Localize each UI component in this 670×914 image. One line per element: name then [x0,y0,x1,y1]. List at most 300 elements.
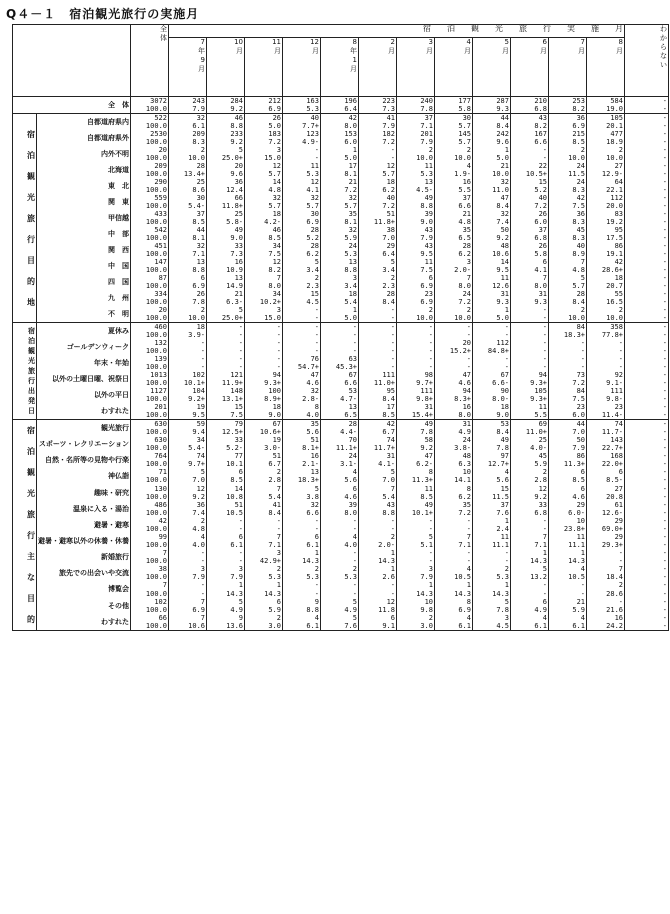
table-cell: 100.0 [131,298,169,306]
table-cell: 29 [587,517,625,525]
row-label: 関 西 [37,242,131,258]
table-cell: 3 [245,549,283,557]
table-cell: 7.2 [511,202,549,210]
table-cell: - [321,549,359,557]
table-cell: - [359,306,397,314]
table-cell: 102 [169,371,207,379]
table-cell: 7 [549,258,587,266]
table-cell: 2 [549,306,587,314]
table-cell: 95 [359,387,397,395]
table-cell: - [625,347,669,355]
header-month: 2月 [359,38,397,97]
table-cell: 2.1- [283,460,321,468]
table-cell: 14.3 [207,590,245,598]
table-row [13,452,669,460]
table-cell: 1 [359,549,397,557]
table-cell: - [625,379,669,387]
table-cell: 7.1 [511,541,549,549]
table-cell: 287 [473,97,511,106]
table-cell: 19 [245,436,283,444]
table-cell: 11.7+ [359,444,397,452]
table-cell: 8 [283,403,321,411]
row-label: 温泉に入る・湯治 [37,501,131,517]
table-cell: 7 [359,484,397,492]
table-cell: 8.4 [549,298,587,306]
table-cell: 3072 [131,97,169,106]
table-cell: 28.6+ [587,266,625,274]
table-cell: 9.8- [587,395,625,403]
row-label: 不 明 [37,306,131,323]
table-cell: - [169,347,207,355]
table-cell: 7.2 [321,186,359,194]
table-cell: 12.9- [587,170,625,178]
table-cell: - [511,517,549,525]
table-cell: 102 [131,598,169,606]
table-cell: - [169,549,207,557]
table-cell: 4 [283,614,321,622]
table-cell: 9.0 [245,411,283,420]
table-cell: 11 [283,162,321,170]
table-cell: 8.8 [169,266,207,274]
table-cell: 18.9 [587,138,625,146]
table-cell: 111 [359,371,397,379]
table-cell: - [625,298,669,306]
table-cell: - [283,581,321,589]
table-cell: - [245,525,283,533]
table-cell: 9.7+ [397,379,435,387]
table-cell: 5.6 [473,476,511,484]
table-cell: 8.5 [359,411,397,420]
table-cell: 6.0 [549,411,587,420]
table-cell: - [625,105,669,114]
table-cell: 42 [549,194,587,202]
table-cell: - [321,517,359,525]
table-cell: 9.0 [207,234,245,242]
table-cell: - [473,331,511,339]
header-total: 全体 [131,25,169,97]
row-label: 新婚旅行 [37,549,131,565]
header-month: 8年1月 [321,38,359,97]
table-cell: 1 [359,565,397,573]
table-cell: 7.2 [359,138,397,146]
table-cell: - [625,138,669,146]
table-cell: 20 [131,306,169,314]
table-cell: - [511,146,549,154]
table-cell: 23 [587,403,625,411]
table-cell: 6.2 [283,250,321,258]
table-cell: 177 [435,97,473,106]
table-cell: 46 [207,114,245,123]
table-cell: 3.8- [435,444,473,452]
table-cell: - [625,614,669,622]
table-cell: 6.2 [359,186,397,194]
table-cell: 11.1 [549,541,587,549]
table-cell: 25.0+ [207,154,245,162]
table-cell: 33 [207,242,245,250]
table-cell: 4.5 [473,622,511,631]
table-cell: 7.8 [397,105,435,114]
table-cell: - [549,339,587,347]
table-cell: 43 [511,114,549,123]
table-cell: 2.4 [473,525,511,533]
table-cell: 8.4 [473,202,511,210]
table-cell: - [283,339,321,347]
table-cell: 12.6 [473,282,511,290]
table-cell: 100.0 [131,266,169,274]
table-cell: - [625,557,669,565]
table-cell: 21 [207,290,245,298]
table-cell: - [511,154,549,162]
table-cell: 215 [549,130,587,138]
table-cell: 55 [587,290,625,298]
table-cell: 6 [283,533,321,541]
table-cell: 3.0- [245,444,283,452]
row-label: その他 [37,598,131,614]
table-cell: 7.9 [169,105,207,114]
table-cell: 5 [321,598,359,606]
table-row [13,484,669,492]
table-cell: - [549,355,587,363]
table-cell: 33 [207,436,245,444]
table-cell: 10.1+ [397,509,435,517]
table-cell: 9.2 [511,493,549,501]
table-cell: - [625,411,669,420]
table-cell: 77.8+ [587,331,625,339]
table-cell: 5.2 [283,234,321,242]
table-cell: 37 [511,226,549,234]
table-cell: 11 [473,533,511,541]
row-label: わすれた [37,614,131,631]
table-cell: 100 [245,387,283,395]
table-cell: 7 [131,581,169,589]
table-cell: 6.1 [207,541,245,549]
table-cell: 1 [511,549,549,557]
table-cell: 5.9 [549,606,587,614]
table-cell: - [435,525,473,533]
table-cell: 8.5 [245,234,283,242]
table-cell: - [245,363,283,371]
table-cell: 7.2 [549,379,587,387]
table-cell: 7.1 [245,541,283,549]
table-cell: - [169,355,207,363]
table-cell: 14.9 [207,282,245,290]
row-label: 博覧会 [37,581,131,597]
table-row [13,501,669,509]
row-label: 中 部 [37,226,131,242]
table-cell: 9.1 [359,622,397,631]
table-cell: 6.9 [169,606,207,614]
table-cell: - [625,170,669,178]
table-cell: 100.0 [131,606,169,614]
table-cell: 15.2+ [435,347,473,355]
table-cell: - [511,363,549,371]
table-cell: 100.0 [131,573,169,581]
table-cell: 28 [435,242,473,250]
table-cell: - [397,355,435,363]
table-cell: 7 [511,274,549,282]
table-cell: 21 [473,162,511,170]
table-cell: 7.5 [397,266,435,274]
row-label: 旅先での出会いや交流 [37,565,131,581]
table-cell: 84 [549,387,587,395]
table-cell: 2 [169,517,207,525]
table-cell: 4.1 [511,266,549,274]
table-cell: 6 [549,484,587,492]
table-cell: 87 [131,274,169,282]
header-blank [13,25,131,97]
table-cell: 22.1 [587,186,625,194]
table-cell: - [625,114,669,123]
header-unknown: わからない [625,25,669,97]
row-label: 神仏詣 [37,468,131,484]
table-cell: - [397,549,435,557]
table-cell: 45 [549,226,587,234]
table-cell: 223 [359,97,397,106]
table-cell: 6.9 [283,218,321,226]
table-cell: - [625,226,669,234]
table-cell: 18 [169,323,207,332]
table-cell: 1 [549,549,587,557]
table-row [13,614,669,622]
table-cell: 46 [245,226,283,234]
table-cell: 4 [549,614,587,622]
table-cell: 6.3 [435,460,473,468]
table-row [13,598,669,606]
table-cell: 77 [207,452,245,460]
table-cell: 12 [245,258,283,266]
table-cell: - [587,363,625,371]
table-cell: 74 [587,420,625,429]
table-cell: 100.0 [131,122,169,130]
table-cell: 43 [359,501,397,509]
table-cell: - [283,146,321,154]
table-cell: 16 [207,258,245,266]
table-cell: 7.6 [321,622,359,631]
table-cell: 9.5 [397,250,435,258]
table-cell: 100.0 [131,234,169,242]
table-cell: - [207,355,245,363]
table-cell: 8.4 [245,509,283,517]
table-cell: 31 [397,403,435,411]
table-cell: 8.0 [511,282,549,290]
table-cell: 7.9 [397,573,435,581]
table-cell: 100.0 [131,363,169,371]
table-cell: - [625,387,669,395]
table-cell: 19.1 [587,250,625,258]
table-cell: 201 [131,403,169,411]
table-cell: 8.4 [359,298,397,306]
table-row [13,420,669,429]
row-label: 北海道 [37,162,131,178]
table-cell: 5.4- [169,444,207,452]
table-row [13,549,669,557]
table-cell: - [625,242,669,250]
table-cell: 97 [473,452,511,460]
table-cell: - [625,314,669,323]
row-label: 自然・名所等の見物や行楽 [37,452,131,468]
table-cell: 28 [169,162,207,170]
table-cell: 9.8+ [397,395,435,403]
table-cell: 8 [435,484,473,492]
table-cell: 5.3 [473,573,511,581]
table-cell: 1 [473,517,511,525]
table-cell: 5.2- [207,444,245,452]
table-cell: 35 [283,420,321,429]
table-cell: 145 [435,130,473,138]
table-row [13,403,669,411]
table-cell: 7 [511,533,549,541]
table-cell: 14.3 [473,590,511,598]
table-cell: - [625,476,669,484]
table-cell: 4.6 [435,379,473,387]
table-cell: 100.0 [131,590,169,598]
table-cell: 8.0 [321,122,359,130]
table-cell: 50 [473,226,511,234]
table-cell: 8.5 [169,218,207,226]
table-cell: 4.5- [397,186,435,194]
table-cell: 153 [321,130,359,138]
table-cell: 522 [131,114,169,123]
table-cell: 433 [131,210,169,218]
table-cell: 10.0 [169,314,207,323]
table-cell: - [625,622,669,631]
table-cell: 11 [397,484,435,492]
table-cell: 36 [549,114,587,123]
table-cell: 10.5 [207,509,245,517]
table-row [13,242,669,250]
table-cell: 28 [283,242,321,250]
table-cell: 1 [207,581,245,589]
table-cell: 6 [245,598,283,606]
table-cell: 6.9 [397,282,435,290]
table-cell: 182 [359,130,397,138]
table-cell: 9 [283,598,321,606]
table-cell: - [169,363,207,371]
table-cell: - [625,460,669,468]
table-cell: 6 [207,468,245,476]
table-cell: 3 [245,146,283,154]
table-cell: - [625,210,669,218]
table-cell: - [625,444,669,452]
table-cell: 5 [549,274,587,282]
table-cell: 4.8 [169,525,207,533]
table-cell: 28 [359,290,397,298]
table-cell: - [587,339,625,347]
table-cell: - [625,97,669,106]
table-cell: 201 [397,130,435,138]
table-cell: 32 [283,501,321,509]
table-cell: 2.6 [359,573,397,581]
table-cell: 5.9 [245,606,283,614]
table-cell: 9.2 [397,444,435,452]
table-row [13,468,669,476]
table-cell: 7 [245,533,283,541]
table-cell: 5.7 [435,138,473,146]
table-cell: 5.5 [511,411,549,420]
table-cell: - [169,557,207,565]
table-cell: - [511,590,549,598]
table-cell: 40 [511,194,549,202]
table-cell: 6.7 [359,428,397,436]
table-cell: 28.6 [587,590,625,598]
table-cell: - [625,549,669,557]
table-cell: 2 [549,146,587,154]
table-row [13,274,669,282]
table-cell: 42.9+ [245,557,283,565]
table-cell: 92 [587,371,625,379]
table-cell: 35 [435,501,473,509]
table-cell: - [625,484,669,492]
table-cell: 4.9 [511,606,549,614]
table-cell: - [283,306,321,314]
table-cell: - [397,517,435,525]
table-cell: 10.0 [549,154,587,162]
table-cell: - [435,517,473,525]
table-cell: 183 [245,130,283,138]
table-cell: 100.0 [131,395,169,403]
table-cell: 559 [131,194,169,202]
table-cell: 100.0 [131,493,169,501]
table-cell: 2 [359,533,397,541]
table-cell: 130 [131,484,169,492]
table-cell: - [359,525,397,533]
table-cell: 14.3 [283,557,321,565]
table-cell: 27 [587,484,625,492]
table-cell: 8.8 [359,509,397,517]
table-cell: 1.9- [435,170,473,178]
table-cell: 8.3 [549,218,587,226]
table-cell: 38 [359,226,397,234]
table-cell: 4.9- [283,138,321,146]
table-cell: 10 [549,517,587,525]
table-cell: 2.8 [245,476,283,484]
table-cell: 49 [397,501,435,509]
table-cell: 7.1 [435,541,473,549]
header-month: 10月 [207,38,245,97]
table-cell: 41 [245,501,283,509]
table-cell: 1 [321,306,359,314]
row-label: 中 国 [37,258,131,274]
table-cell: 18.4 [587,573,625,581]
table-cell: 22.0+ [587,460,625,468]
table-cell: 19.2 [587,218,625,226]
table-cell: 2 [435,306,473,314]
table-cell: - [435,549,473,557]
table-cell: 70 [321,436,359,444]
table-cell: - [625,565,669,573]
table-cell: 42 [131,517,169,525]
table-cell: 2 [169,146,207,154]
table-cell: 32 [169,114,207,123]
table-cell: 5.9 [321,234,359,242]
table-cell: - [625,468,669,476]
table-cell: 10.0 [587,314,625,323]
table-cell: 18 [473,403,511,411]
table-cell: 16 [283,452,321,460]
table-cell: 66 [131,614,169,622]
table-cell: 49 [207,226,245,234]
table-cell: - [245,347,283,355]
table-cell: - [359,581,397,589]
table-cell: 8.6 [169,186,207,194]
table-cell: 6.7 [245,460,283,468]
table-cell: 6.5 [321,411,359,420]
table-cell: 28 [283,226,321,234]
table-cell: 86 [587,242,625,250]
table-cell: 4.4- [321,428,359,436]
table-cell: - [625,590,669,598]
table-cell: 2 [397,306,435,314]
